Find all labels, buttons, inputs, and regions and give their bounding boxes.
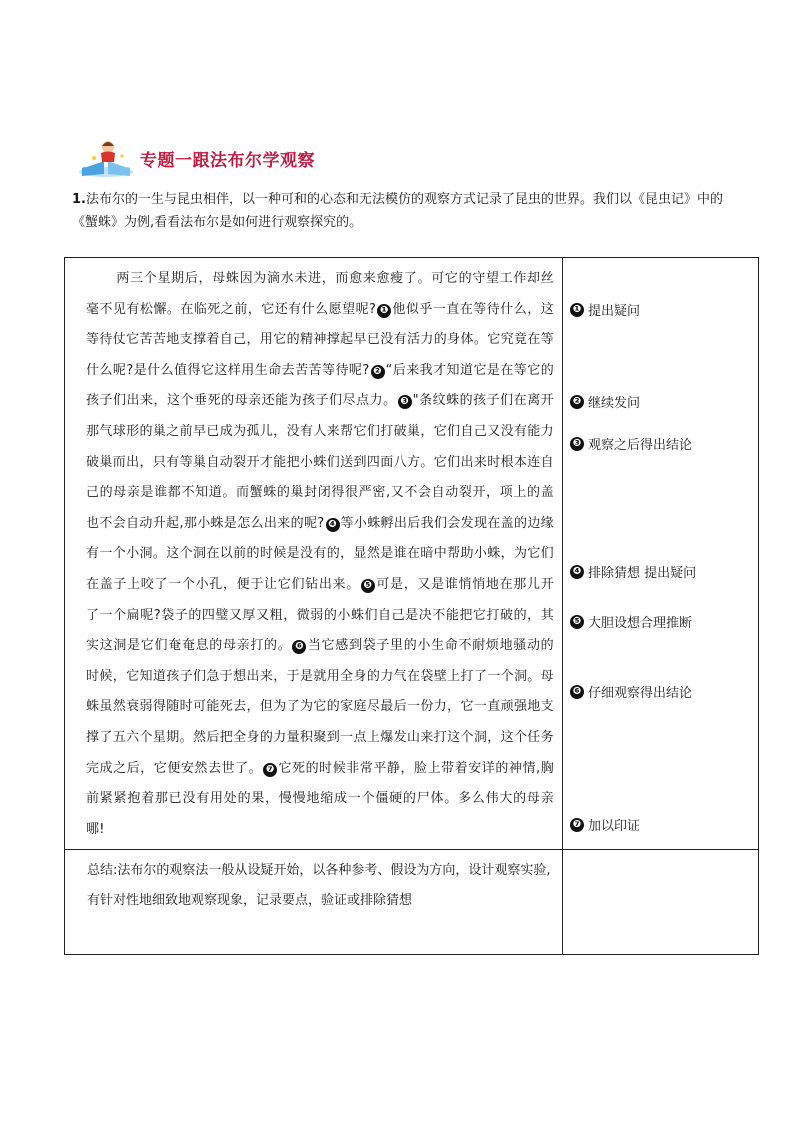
note-marker-icon: ❷ xyxy=(570,395,584,409)
marker-3-icon: ❸ xyxy=(398,395,412,409)
reading-child-icon xyxy=(76,138,136,178)
passage-cell xyxy=(65,258,563,850)
note-text: 继续发问 xyxy=(588,396,641,411)
marker-4-icon: ❹ xyxy=(326,518,340,532)
analysis-table xyxy=(64,257,759,955)
marker-5-icon: ❺ xyxy=(361,579,375,593)
passage-segment: 可是，又是谁悄悄地在那儿开了一个扁呢?袋子的四璧又厚又粗，微弱的小蛛们自己是决不能把它打破的，其实这洞是它们奄奄息的母亲打的。 xyxy=(86,576,554,654)
passage-segment: 他似乎一直在等待什么，这等待仗它苦苦地支撑着自己，用它的精神撑起早已没有活力的身体。它究竟在等什么呢?是什么值得它这样用生命去苦苦等待呢? xyxy=(86,301,554,378)
summary-cell xyxy=(65,850,563,955)
intro-text: 法布尔的一生与昆虫相伴，以一种可和的心态和无法模仿的观察方式记录了昆虫的世界。我们以《昆虫记》中的《蟹蛛》为例,看看法布尔是如何进行观察探究的。 xyxy=(72,192,723,230)
note-marker-icon: ❸ xyxy=(570,437,584,451)
note-item xyxy=(569,815,640,834)
passage-text xyxy=(86,264,554,845)
note-item xyxy=(569,682,692,701)
passage-segment: 它死的时候非常平静，脸上带着安详的神情,胸前紧紧抱着那已没有用处的果，慢慢地缩成一个僵硬的尸体。多么伟大的母亲哪! xyxy=(86,760,554,837)
passage-segment: “后来我才知道它是在等它的孩子们出来，这个垂死的母亲还能为孩子们尽点力。 xyxy=(86,362,554,409)
note-marker-icon: ❹ xyxy=(570,565,584,579)
passage-segment: 当它感到袋子里的小生命不耐烦地骚动的时候，它知道孩子们急于想出来，于是就用全身的力气在袋壁上打了一个洞。母蛛虽然衰弱得随时可能死去，但为了为它的家庭尽最后一份力，它一直顽强地支撑了五六个星期。然后把全身的力量积聚到一点上爆发山来打这个洞，这个任务完成之后，它便安然去世了。 xyxy=(86,638,554,776)
note-text: 提出疑问 xyxy=(588,304,641,319)
passage-segment: 两三个星期后，母蛛因为滴水未进，而愈来愈瘦了。可它的守望工作却丝毫不见有松懈。在临死之前，它还有什么愿望呢? xyxy=(86,271,554,317)
note-marker-icon: ❻ xyxy=(570,685,584,699)
marker-7-icon: ❼ xyxy=(263,763,277,777)
note-item xyxy=(569,392,640,411)
note-text: 仔细观察得出结论 xyxy=(588,686,693,701)
note-item xyxy=(569,562,696,581)
note-item xyxy=(569,300,640,319)
intro-paragraph xyxy=(72,188,732,234)
passage-row xyxy=(65,258,759,850)
note-marker-icon: ❶ xyxy=(570,303,584,317)
summary-notes-cell xyxy=(563,850,759,955)
note-text: 观察之后得出结论 xyxy=(588,438,693,453)
page-title: 专题一跟法布尔学观察 xyxy=(140,150,315,171)
note-marker-icon: ❺ xyxy=(570,615,584,629)
passage-segment: 等小蛛孵出后我们会发现在盖的边缘有一个小洞。这个洞在以前的时候是没有的，显然是谁在暗中帮助小蛛，为它们在盖子上咬了一个小孔，便于让它们钻出来。 xyxy=(86,515,554,592)
passage-segment: "条纹蛛的孩子们在离开那气球形的巢之前早已成为孤儿，没有人来帮它们打破巢，它们自己又没有能力破巢而出，只有等巢自动裂开才能把小蛛们送到四面八方。它们出来时根本连自己的母亲是谁都不知道。而蟹蛛的巢封闭得很严密,又不会自动裂开，项上的盖也不会自动升起,那小蛛是怎么出来的呢? xyxy=(86,393,555,531)
note-marker-icon: ❼ xyxy=(570,818,584,832)
note-text: 大胆设想合理推断 xyxy=(588,616,693,631)
note-item xyxy=(569,612,692,631)
marker-6-icon: ❻ xyxy=(292,640,306,654)
note-text: 加以印证 xyxy=(588,819,641,834)
marker-1-icon: ❶ xyxy=(377,304,391,318)
note-item xyxy=(569,434,692,453)
note-text: 排除猜想 提出疑问 xyxy=(588,566,697,581)
marker-2-icon: ❷ xyxy=(371,365,385,379)
summary-text: 总结:法布尔的观察法一般从设疑开始，以各种参考、假设为方向，设计观察实验,有针对性地细致地观察现象，记录要点，验证或排除猜想 xyxy=(87,863,551,909)
section-header xyxy=(76,138,315,178)
summary-row xyxy=(65,850,759,955)
notes-cell xyxy=(563,258,759,850)
question-number: 1. xyxy=(72,192,86,207)
